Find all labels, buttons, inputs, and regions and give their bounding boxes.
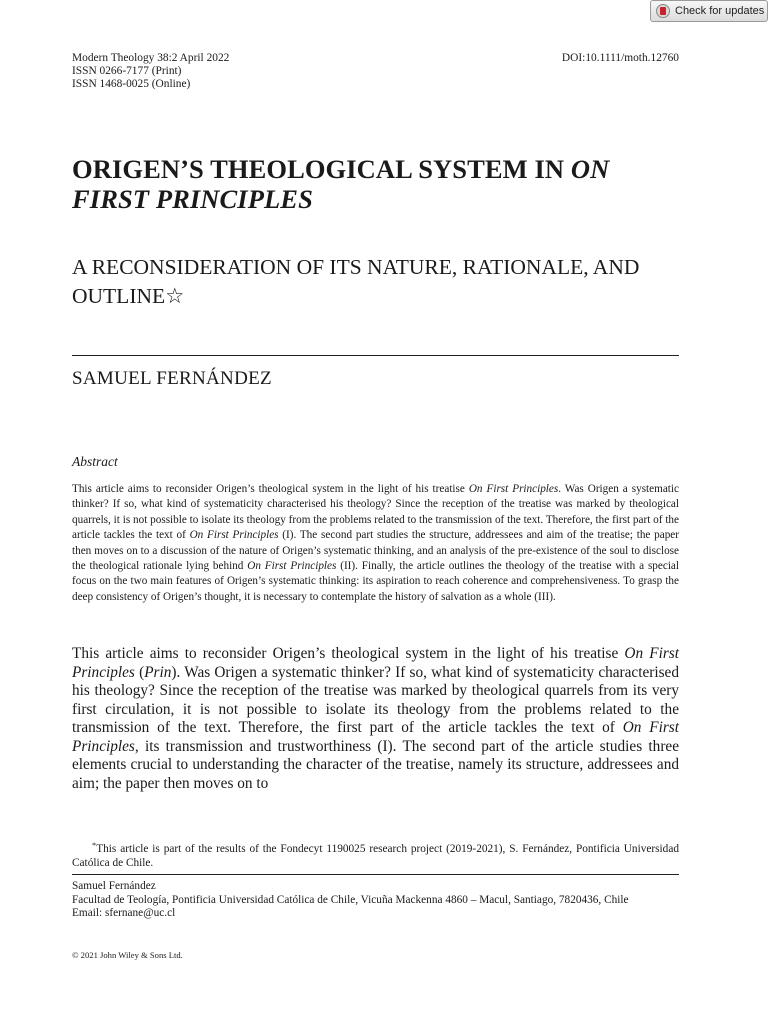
footnote-divider xyxy=(72,874,679,875)
issn-online: ISSN 1468-0025 (Online) xyxy=(72,78,191,90)
journal-info xyxy=(72,52,229,91)
author-name: SAMUEL FERNÁNDEZ xyxy=(72,368,272,389)
article-title xyxy=(72,154,692,214)
affiliation-email[interactable]: Email: sfernane@uc.cl xyxy=(72,907,176,919)
footnote-marker: * xyxy=(92,840,97,851)
body-segment: , its transmission and trustworthiness (I). The second part of the article studies three elements crucial to understanding the character of the treatise, namely its structure, addressees and aim; the paper then moves on to xyxy=(72,737,679,792)
body-italic: On First Principles xyxy=(72,645,679,681)
abstract-segment: This article aims to reconsider Origen’s theological system in the light of his treatise xyxy=(72,483,469,495)
title-main: ORIGEN’S THEOLOGICAL SYSTEM IN xyxy=(72,154,571,184)
article-subtitle xyxy=(72,253,692,311)
doi[interactable]: DOI:10.1111/moth.12760 xyxy=(561,52,679,64)
abstract-segment: (I). The second part studies the structure, addressees and aim of the treatise; the paper then moves on to a discussion of the nature of Origen’s systematic thinking, and an analysis of the pre-existence of the soul to disclose the theological rationale lying behind xyxy=(72,529,679,573)
body-segment: ( xyxy=(134,663,145,681)
abstract-italic: On First Principles xyxy=(468,483,559,495)
abstract-italic: On First Principles xyxy=(247,560,337,573)
affiliation-address: Facultad de Teología, Pontificia Universidad Católica de Chile, Vicuña Mackenna 4860 – Macul, Santiago, 7820436, Chile xyxy=(72,893,629,906)
footnote xyxy=(72,842,679,870)
body-segment: ). Was Origen a systematic thinker? If so, what kind of systematicity characterised his theology? Since the reception of the treatise was marked by theological quarrels from its very first circulation, it is not possible to isolate its theology from the problems related to the transmission of the text. Therefore, the first part of the article tackles the text of xyxy=(72,663,680,736)
check-for-updates-button[interactable] xyxy=(650,0,768,22)
issn-print: ISSN 0266-7177 (Print) xyxy=(72,65,182,77)
title-italic: ON FIRST PRINCIPLES xyxy=(72,154,610,214)
body-italic: On First Principles xyxy=(72,719,679,755)
author-affiliation xyxy=(72,880,679,921)
abstract-segment: . Was Origen a systematic thinker? If so, what kind of systematicity characterised his theology? Since the reception of the treatise was marked by theological quarrels, it is not possible to isolate its theology from the problems related to the transmission of the text. Therefore, the first part of the article tackles the text of xyxy=(72,483,679,542)
affiliation-name: Samuel Fernández xyxy=(72,880,156,892)
journal-issue: Modern Theology 38:2 April 2022 xyxy=(72,52,230,64)
body-paragraph xyxy=(72,645,679,793)
divider xyxy=(72,355,679,356)
abstract-heading: Abstract xyxy=(72,454,118,469)
subtitle-text: A RECONSIDERATION OF ITS NATURE, RATIONALE, AND OUTLINE xyxy=(72,255,640,308)
footnote-text: This article is part of the results of the Fondecyt 1190025 research project (2019-2021), S. Fernández, Pontificia Universidad Católica de Chile. xyxy=(72,843,679,869)
copyright-notice: © 2021 John Wiley & Sons Ltd. xyxy=(72,950,183,960)
check-for-updates-label: Check for updates xyxy=(675,5,765,17)
abstract-italic: On First Principles xyxy=(189,529,279,542)
footnote-star-link[interactable]: ☆ xyxy=(165,284,185,308)
body-italic: Prin xyxy=(144,663,172,681)
abstract-segment: (II). Finally, the article outlines the theology of the treatise with a special focus on the two main features of Origen’s systematic thinking: its aspiration to reach coherence and comprehensiveness. To grasp the deep consistency of Origen’s thought, it is necessary to contemplate the history of salvation as a whole (III). xyxy=(72,560,679,603)
abstract-text xyxy=(72,482,679,605)
body-segment: This article aims to reconsider Origen’s theological system in the light of his treatise xyxy=(72,645,625,662)
header-meta xyxy=(72,52,679,91)
crossmark-icon xyxy=(656,4,670,18)
